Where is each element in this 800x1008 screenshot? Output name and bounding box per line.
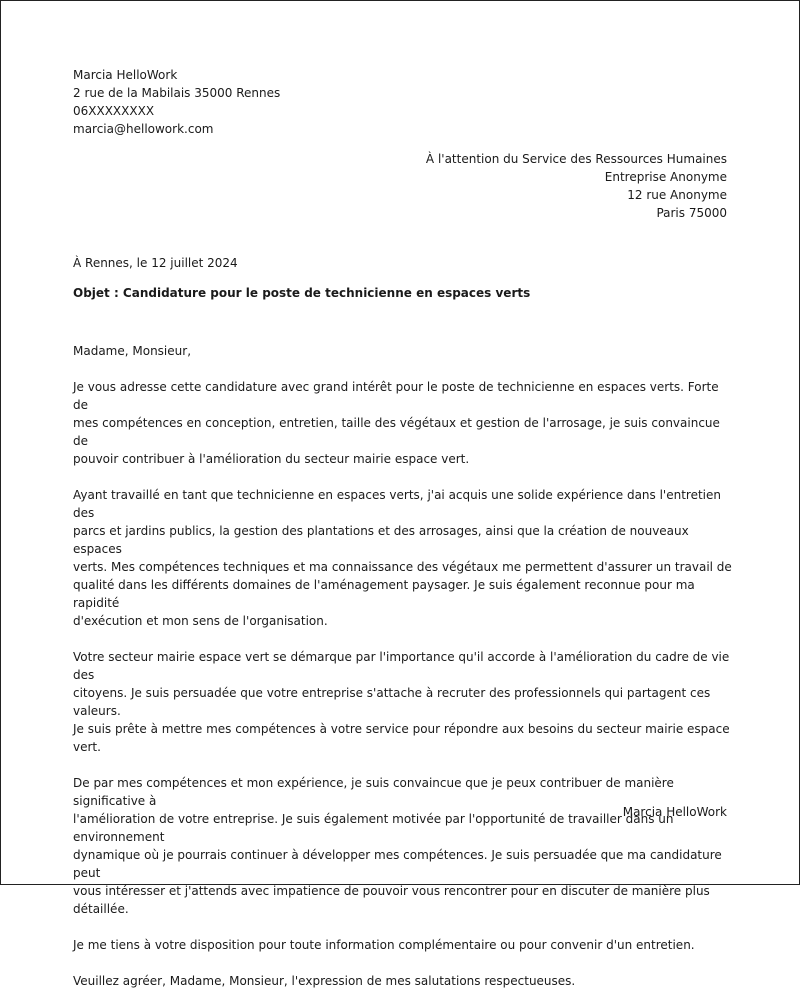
paragraph-6 [73, 972, 733, 990]
recipient-company: Entreprise Anonyme [604, 170, 727, 184]
recipient-street: 12 rue Anonyme [627, 188, 727, 202]
paragraph-line: Je vous adresse cette candidature avec grand intérêt pour le poste de technicienne en espaces verts. Forte de [73, 380, 719, 412]
paragraph-line: De par mes compétences et mon expérience, je suis convaincue que je peux contribuer de manière significative à [73, 776, 674, 808]
paragraph-line: l'amélioration de votre entreprise. Je suis également motivée par l'opportunité de travailler dans un environnement [73, 812, 674, 844]
paragraph-line: d'exécution et mon sens de l'organisation. [73, 614, 328, 628]
paragraph-1 [73, 378, 733, 468]
paragraph-line: parcs et jardins publics, la gestion des plantations et des arrosages, ainsi que la création de nouveaux espaces [73, 524, 689, 556]
paragraph-line: Ayant travaillé en tant que technicienne en espaces verts, j'ai acquis une solide expérience dans l'entretien des [73, 488, 722, 520]
paragraph-line: citoyens. Je suis persuadée que votre entreprise s'attache à recruter des professionnels qui partagent ces valeurs. [73, 686, 711, 718]
paragraph-5 [73, 936, 733, 954]
signature: Marcia HelloWork [622, 805, 727, 819]
paragraph-line: verts. Mes compétences techniques et ma connaissance des végétaux me permettent d'assurer un travail de [73, 560, 732, 574]
paragraph-line: Je me tiens à votre disposition pour toute information complémentaire ou pour convenir d'un entretien. [73, 938, 695, 952]
sender-name: Marcia HelloWork [73, 68, 178, 82]
paragraph-line: Votre secteur mairie espace vert se démarque par l'importance qu'il accorde à l'amélioration du cadre de vie des [73, 650, 730, 682]
paragraph-line: Je suis prête à mettre mes compétences à votre service pour répondre aux besoins du secteur mairie espace vert. [73, 722, 730, 754]
sender-phone: 06XXXXXXXX [73, 104, 155, 118]
recipient-block [426, 150, 727, 222]
sender-block [73, 66, 280, 138]
recipient-attention: À l'attention du Service des Ressources Humaines [425, 152, 727, 166]
paragraph-2 [73, 486, 733, 630]
paragraph-line: mes compétences en conception, entretien, taille des végétaux et gestion de l'arrosage, je suis convaincue de [73, 416, 720, 448]
letter-date: À Rennes, le 12 juillet 2024 [73, 256, 238, 270]
letter-subject: Objet : Candidature pour le poste de technicienne en espaces verts [73, 286, 531, 300]
paragraph-4 [73, 774, 733, 918]
letter-body [73, 342, 733, 1008]
sender-email: marcia@hellowork.com [73, 122, 214, 136]
paragraph-3 [73, 648, 733, 756]
paragraph-line: Veuillez agréer, Madame, Monsieur, l'expression de mes salutations respectueuses. [73, 974, 576, 988]
sender-address: 2 rue de la Mabilais 35000 Rennes [73, 86, 281, 100]
paragraph-line: vous intéresser et j'attends avec impatience de pouvoir vous rencontrer pour en discuter de manière plus détaillée. [73, 884, 710, 916]
recipient-city: Paris 75000 [656, 206, 727, 220]
greeting: Madame, Monsieur, [73, 344, 192, 358]
paragraph-line: pouvoir contribuer à l'amélioration du secteur mairie espace vert. [73, 452, 470, 466]
paragraph-line: dynamique où je pourrais continuer à développer mes compétences. Je suis persuadée que ma candidature peut [73, 848, 722, 880]
paragraph-line: qualité dans les différents domaines de l'aménagement paysager. Je suis également reconnue pour ma rapidité [73, 578, 695, 610]
